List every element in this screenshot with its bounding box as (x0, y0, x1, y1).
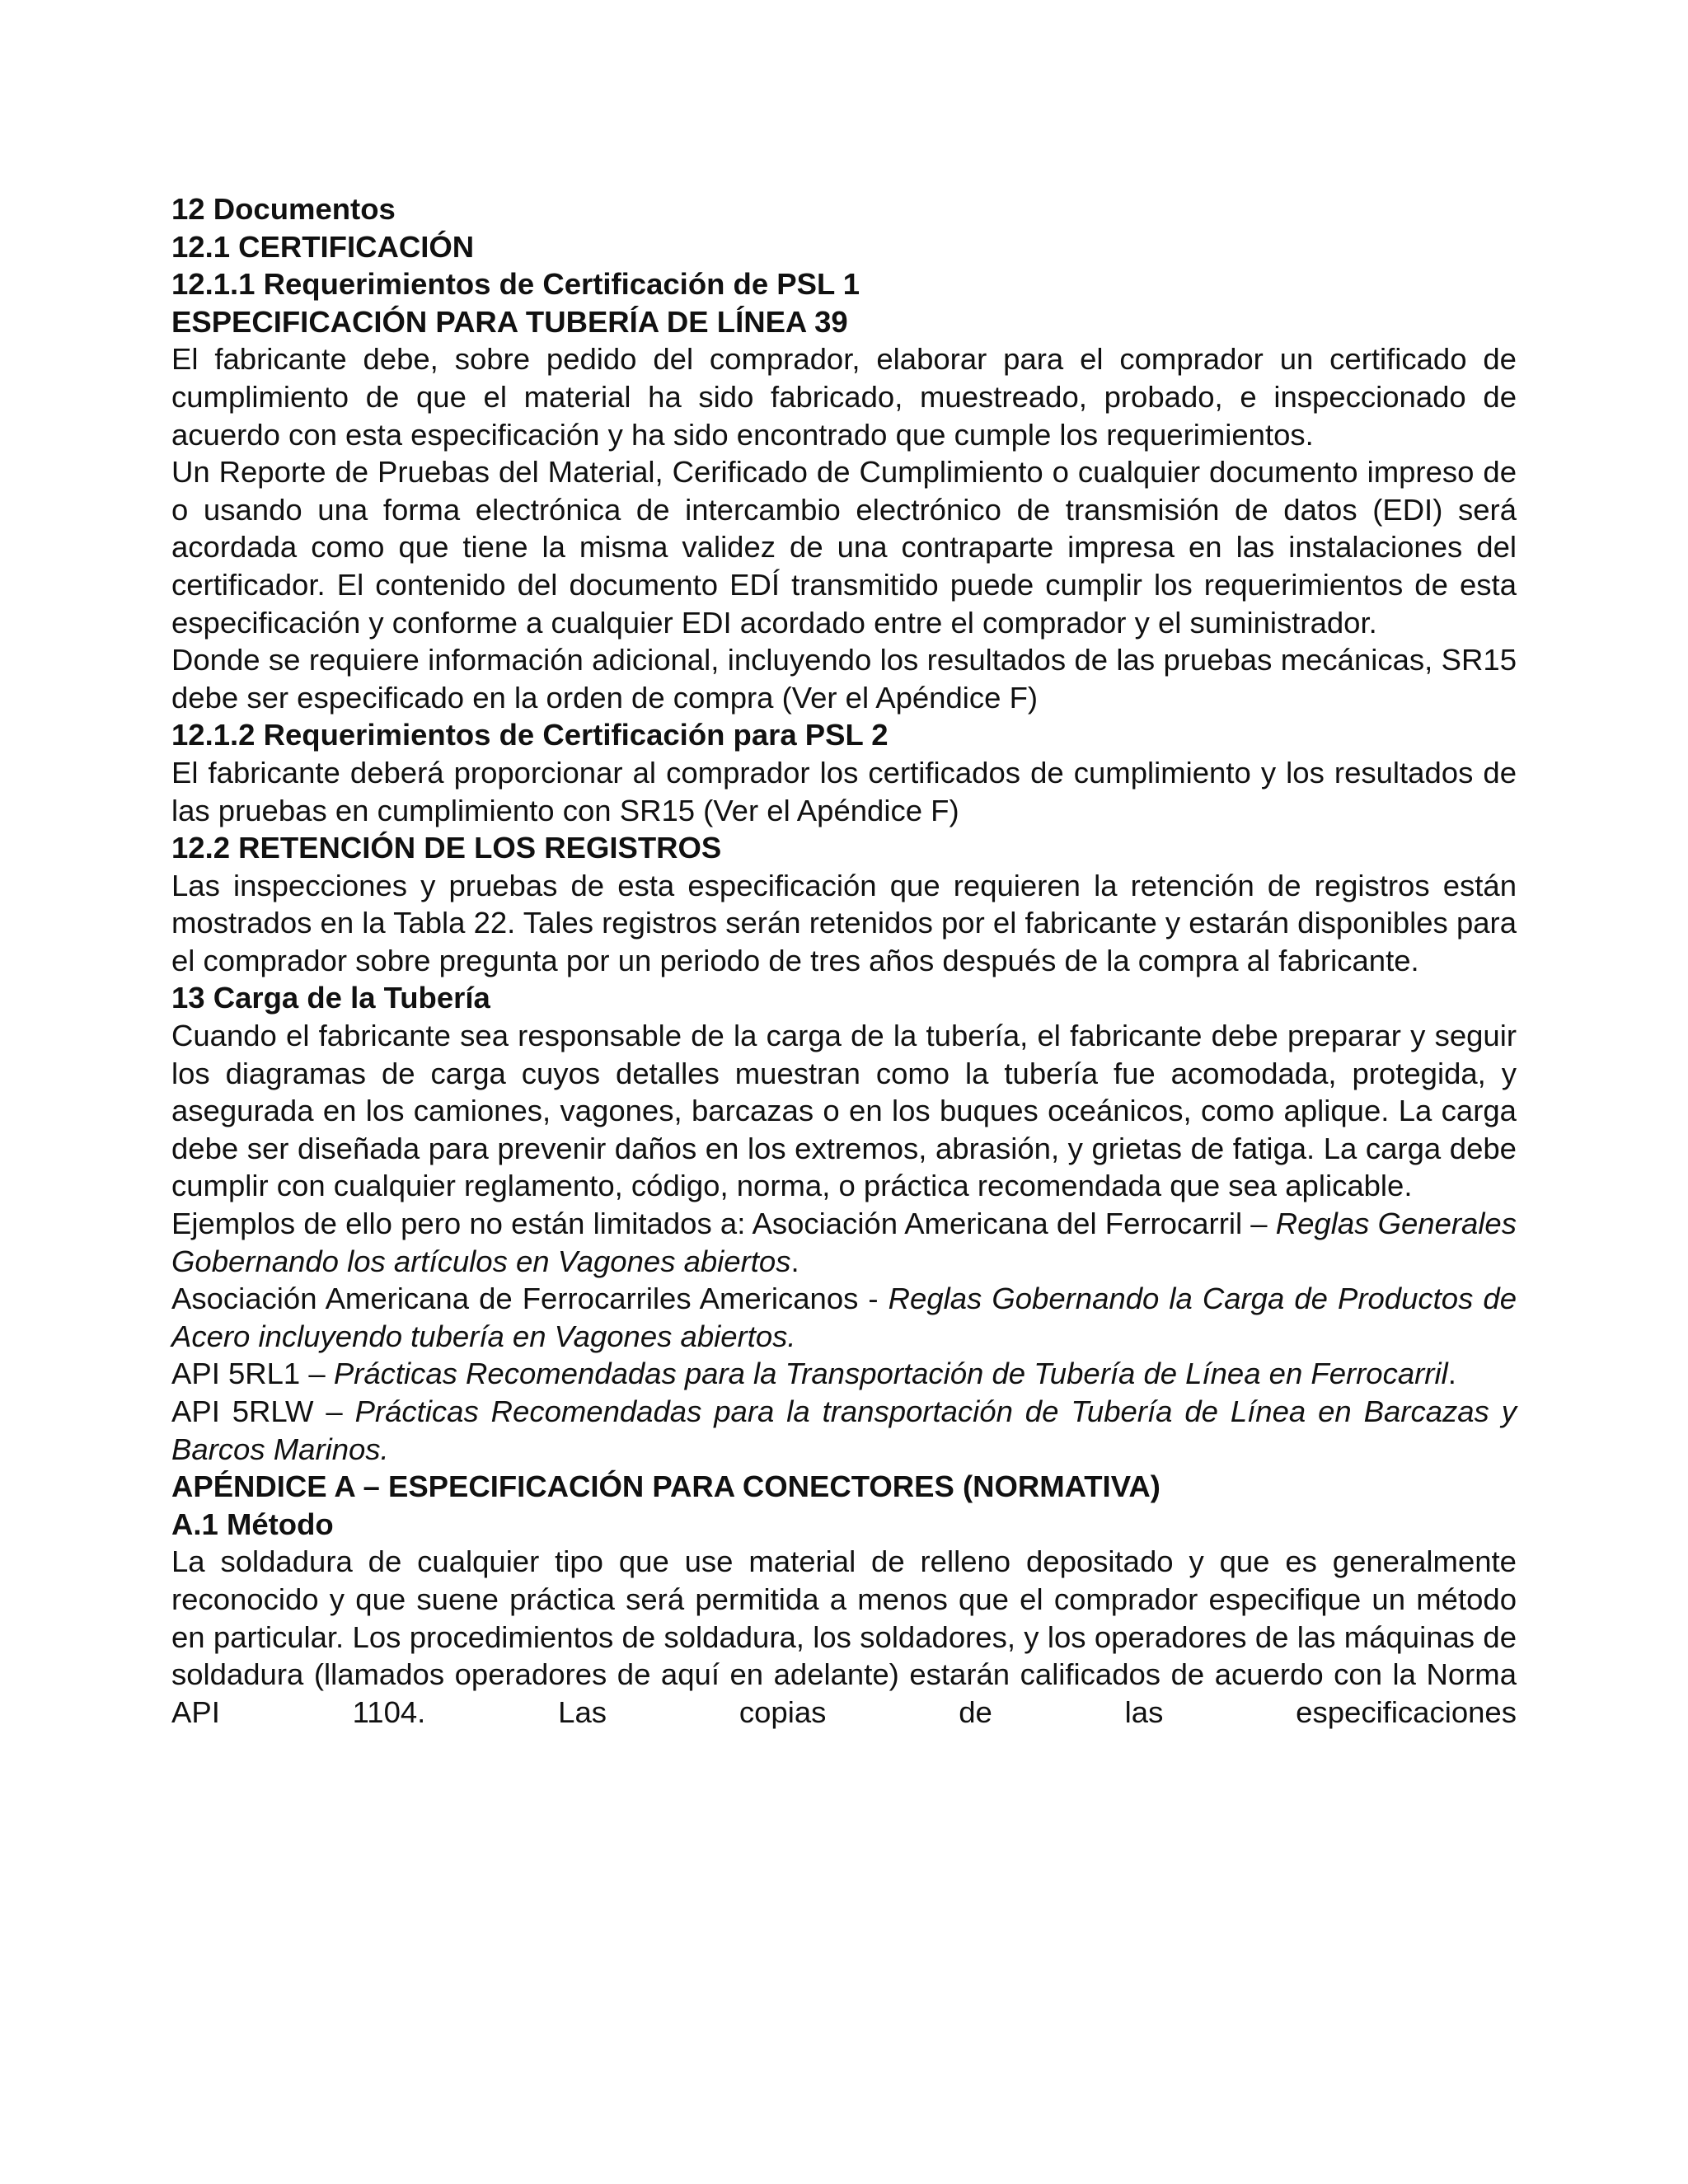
heading-12-2-retencion-registros: 12.2 RETENCIÓN DE LOS REGISTROS (171, 831, 722, 865)
document-page (171, 190, 1517, 1731)
example-3-text: API 5RL1 – (171, 1357, 334, 1391)
paragraph-informacion-adicional: Donde se requiere información adicional, incluyendo los resultados de las pruebas mecánicas, SR15 debe ser especificado en la orden de compra (Ver el Apéndice F) (171, 643, 1517, 715)
example-api-5rl1 (171, 1355, 1517, 1393)
example-ferrocarriles-americanos (171, 1280, 1517, 1355)
heading-especificacion-tuberia: ESPECIFICACIÓN PARA TUBERÍA DE LÍNEA 39 (171, 304, 848, 339)
heading-12-documentos: 12 Documentos (171, 192, 396, 226)
example-1-text: Ejemplos de ello pero no están limitados a: Asociación Americana del Ferrocarril – (171, 1207, 1276, 1241)
example-3-end: . (1447, 1357, 1456, 1391)
heading-a-1-metodo: A.1 Método (171, 1507, 334, 1541)
heading-12-1-1-requerimientos-psl1: 12.1.1 Requerimientos de Certificación de PSL 1 (171, 267, 860, 302)
heading-apendice-a: APÉNDICE A – ESPECIFICACIÓN PARA CONECTORES (NORMATIVA) (171, 1469, 1160, 1504)
paragraph-soldadura-metodo: La soldadura de cualquier tipo que use material de relleno depositado y que es generalmente reconocido y que suene práctica será permitida a menos que el comprador especifique un método en particular. Los procedimientos de soldadura, los soldadores, y los operadores de las máquinas de soldadura (llamados operadores de aquí en adelante) estarán calificados de acuerdo con la Norma API 1104. Las copias de las especificaciones (171, 1544, 1517, 1729)
example-api-5rlw (171, 1393, 1517, 1468)
paragraph-certificado-cumplimiento: El fabricante debe, sobre pedido del comprador, elaborar para el comprador un certificado de cumplimiento de que el material ha sido fabricado, muestreado, probado, e inspeccionado de acuerdo con esta especificación y ha sido encontrado que cumple los requerimientos. (171, 342, 1517, 452)
example-2-title: Reglas Gobernando la Carga de Productos de Acero incluyendo tubería en Vagones abiertos. (171, 1282, 1517, 1353)
paragraph-reporte-pruebas-edi: Un Reporte de Pruebas del Material, Cerificado de Cumplimiento o cualquier documento impreso de o usando una forma electrónica de intercambio electrónico de transmisión de datos (EDI) será acordada como que tiene la misma validez de una contraparte impresa en las instalaciones del certificador. El contenido del documento EDÍ transmitido puede cumplir los requerimientos de esta especificación y conforme a cualquier EDI acordado entre el comprador y el suministrador. (171, 455, 1517, 640)
heading-12-1-certificacion: 12.1 CERTIFICACIÓN (171, 229, 475, 264)
heading-12-1-2-requerimientos-psl2: 12.1.2 Requerimientos de Certificación para PSL 2 (171, 718, 889, 752)
paragraph-psl2-certificados: El fabricante deberá proporcionar al comprador los certificados de cumplimiento y los resultados de las pruebas en cumplimiento con SR15 (Ver el Apéndice F) (171, 755, 1517, 827)
paragraph-carga-tuberia: Cuando el fabricante sea responsable de la carga de la tubería, el fabricante debe preparar y seguir los diagramas de carga cuyos detalles muestran como la tubería fue acomodada, protegida, y asegurada en los camiones, vagones, barcazas o en los buques oceánicos, como aplique. La carga debe ser diseñada para prevenir daños en los extremos, abrasión, y grietas de fatiga. La carga debe cumplir con cualquier reglamento, código, norma, o práctica recomendada que sea aplicable. (171, 1019, 1517, 1203)
example-4-text: API 5RLW – (171, 1394, 355, 1428)
example-3-title: Prácticas Recomendadas para la Transportación de Tubería de Línea en Ferrocarril (333, 1357, 1448, 1391)
example-4-title: Prácticas Recomendadas para la transportación de Tubería de Línea en Barcazas y Barcos Marinos. (171, 1394, 1517, 1466)
example-2-text: Asociación Americana de Ferrocarriles Americanos - (171, 1282, 889, 1316)
example-1-end: . (790, 1244, 799, 1278)
heading-13-carga-tuberia: 13 Carga de la Tubería (171, 981, 490, 1015)
example-asociacion-ferrocarril (171, 1205, 1517, 1280)
example-1-title: Reglas Generales Gobernando los artículos en Vagones abiertos (171, 1207, 1517, 1278)
paragraph-retencion-registros: Las inspecciones y pruebas de esta especificación que requieren la retención de registros están mostrados en la Tabla 22. Tales registros serán retenidos por el fabricante y estarán disponibles para el comprador sobre pregunta por un periodo de tres años después de la compra al fabricante. (171, 868, 1517, 977)
